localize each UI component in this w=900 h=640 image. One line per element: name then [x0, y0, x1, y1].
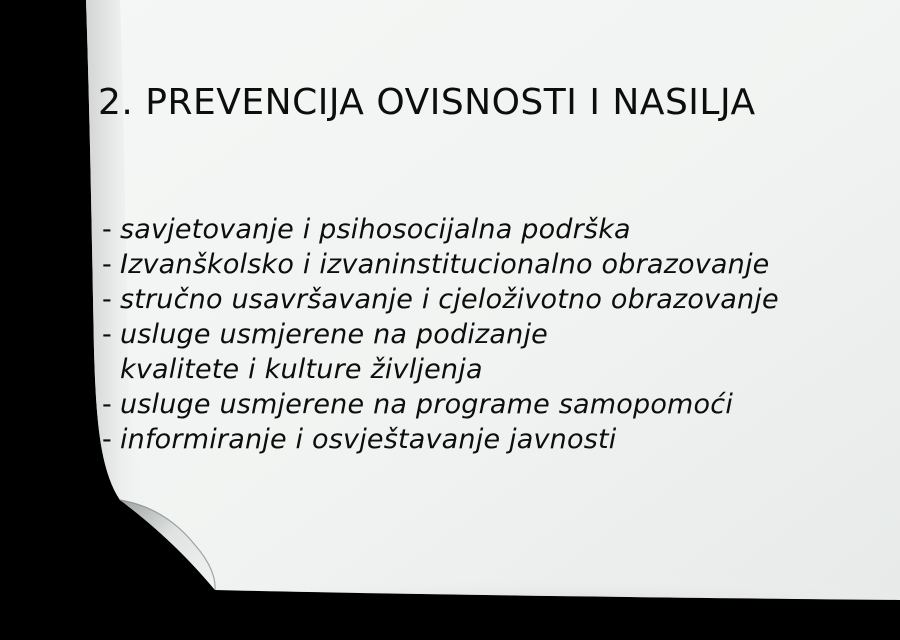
list-item-text: usluge usmjerene na programe samopomoći [119, 389, 734, 420]
list-item-text: informiranje i osvještavanje javnosti [119, 424, 617, 455]
bullet-dash: - [102, 214, 112, 245]
bullet-dash: - [102, 284, 112, 315]
slide-title: 2. PREVENCIJA OVISNOSTI I NASILJA [98, 82, 756, 123]
paper-bottom-shade [215, 560, 900, 600]
bullet-dash: - [102, 319, 112, 350]
list-item [102, 317, 882, 387]
bullet-list [102, 212, 882, 457]
list-item-text: Izvanškolsko i izvaninstitucionalno obrazovanje [119, 249, 770, 280]
bullet-dash: - [102, 249, 112, 280]
list-item-text: usluge usmjerene na podizanje [119, 319, 548, 350]
list-item-text: stručno usavršavanje i cjeloživotno obrazovanje [119, 284, 779, 315]
bullet-dash: - [102, 389, 112, 420]
list-item [102, 247, 882, 282]
list-item [102, 212, 882, 247]
list-item [102, 387, 882, 422]
bullet-dash: - [102, 424, 112, 455]
list-item [102, 422, 882, 457]
list-item-text: savjetovanje i psihosocijalna podrška [119, 214, 631, 245]
list-item-continuation: kvalitete i kulture življenja [120, 354, 483, 385]
list-item [102, 282, 882, 317]
